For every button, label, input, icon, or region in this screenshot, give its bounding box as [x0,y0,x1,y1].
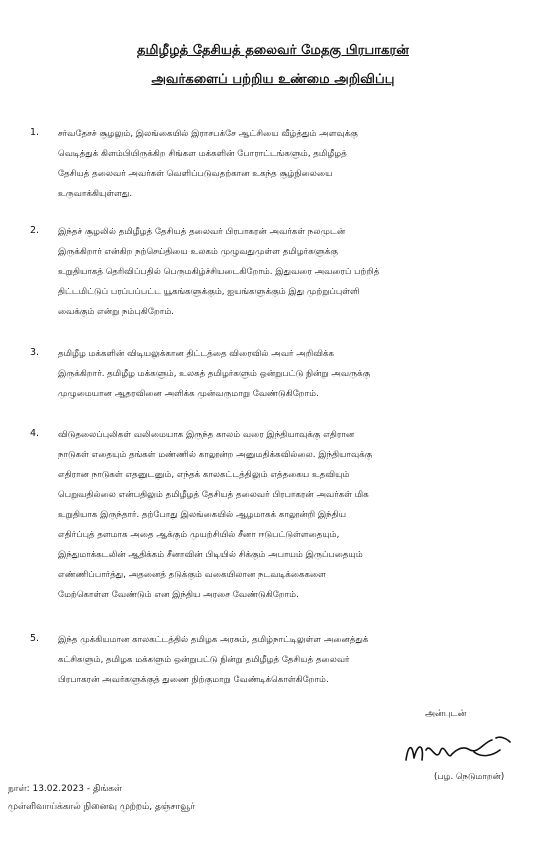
text-line: திட்டமிட்டுப் பரப்பப்பட்ட யூகங்களுக்கும், ஐயங்களுக்கும் இது முற்றுப்புள்ளி [58,287,360,297]
paragraph-number: 5. [30,633,40,644]
paragraph-number: 3. [30,347,40,358]
signer-name: (பழ. நெடுமாறன்) [434,772,505,782]
paragraph-text [58,124,516,204]
paragraph-number: 2. [30,225,40,236]
text-line: எண்ணிப்பார்த்து, அதனைத் தடுக்கும் வகையிலான நடவடிக்கைகளை [58,570,326,580]
text-line: முழுமையான ஆதரவினை அளிக்க முன்வருமாறு வேண்டுகிறோம். [58,389,319,399]
text-line: இருக்கிறார் என்கிற நற்செய்தியை உலகம் முழுவதுமுள்ள தமிழர்களுக்கு [58,247,338,257]
document-title-line-2: அவர்களைப் பற்றிய உண்மை அறிவிப்பு [151,72,395,87]
text-line: எதிரான நாடுகள் எதனுடனும், எந்தக் காலகட்டத்திலும் எத்தகைய உதவியும் [58,470,350,480]
text-line: உறுதியாக இருந்தார். தற்போது இலங்கையில் ஆழமாகக் காலூன்றி இந்திய [58,510,347,520]
paragraph-number: 1. [30,127,40,138]
paragraph-text [58,344,516,404]
place-line: முள்ளிவாய்க்கால் நினைவு முற்றம், தஞ்சாவூர் [8,802,196,812]
closing-salutation: அன்புடன் [425,709,467,719]
text-line: நாடுகள் எதையும் தங்கள் மண்ணில் காலூன்ற அனுமதிக்கவில்லை. இந்தியாவுக்கு [58,450,373,460]
text-line: கட்சிகளும், தமிழக மக்களும் ஒன்றுபட்டு நின்று தமிழீழத் தேசியத் தலைவர் [58,655,350,665]
text-line: வைக்கும் என்று நம்புகிறோம். [58,307,174,317]
text-line: இந்துமாக்கடலின் ஆதிக்கம் சீனாவின் பிடியில் சிக்கும் அபாயம் இருப்பதையும் [58,550,363,560]
paragraph-text [58,630,516,690]
text-line: இந்தச் சூழலில் தமிழீழத் தேசியத் தலைவர் பிரபாகரன் அவர்கள் நலமுடன் [58,227,346,237]
text-line: இந்த முக்கியமான காலகட்டத்தில் தமிழக அரசும், தமிழ்நாட்டிலுள்ள அனைத்துக் [58,635,369,645]
text-line: விடுதலைப்புலிகள் வலிமையாக இருந்த காலம் வரை இந்தியாவுக்கு எதிரான [58,430,355,440]
text-line: மேற்கொள்ள வேண்டும் என இந்திய அரசை வேண்டுகிறோம். [58,590,299,600]
paragraph-number: 4. [30,428,40,439]
text-line: பிரபாகரன் அவர்களுக்குத் துணை நிற்குமாறு வேண்டிக்கொள்கிறோம். [58,675,329,685]
text-line: எதிர்ப்புத் தளமாக அதை ஆக்கும் முயற்சியில் சீனா ஈடுபட்டுள்ளதையும், [58,530,340,540]
text-line: உருவாக்கியுள்ளது. [58,189,133,199]
paragraph-text [58,425,516,605]
text-line: உறுதியாகத் தெரிவிப்பதில் பெருமகிழ்ச்சியடைகிறோம். இதுவரை அவரைப் பற்றித் [58,267,380,277]
text-line: இருக்கிறார். தமிழீழ மக்களும், உலகத் தமிழர்களும் ஒன்றுபட்டு நின்று அவருக்கு [58,369,371,379]
text-line: தமிழீழ மக்களின் விடியலுக்கான திட்டத்தை விரைவில் அவர் அறிவிக்க [58,349,334,359]
handwritten-signature [400,732,520,772]
paragraph-text [58,222,516,322]
text-line: பெறுவதில்லை என்பதிலும் தமிழீழத் தேசியத் தலைவர் பிரபாகரன் அவர்கள் மிக [58,490,369,500]
date-line: நாள்: 13.02.2023 - திங்கள் [8,784,123,794]
document-title-line-1: தமிழீழத் தேசியத் தலைவர் மேதகு பிரபாகரன் [137,43,409,58]
text-line: தேசியத் தலைவர் அவர்கள் வெளிப்படுவதற்கான உகந்த சூழ்நிலையை [58,169,333,179]
text-line: சர்வதேசச் சூழலும், இலங்கையில் இராசபக்சே ஆட்சியை வீழ்த்தும் அளவுக்கு [58,129,358,139]
text-line: வெடித்துக் கிளம்பியிருக்கிற சிங்கள மக்களின் போராட்டங்களும், தமிழீழத் [58,149,347,159]
